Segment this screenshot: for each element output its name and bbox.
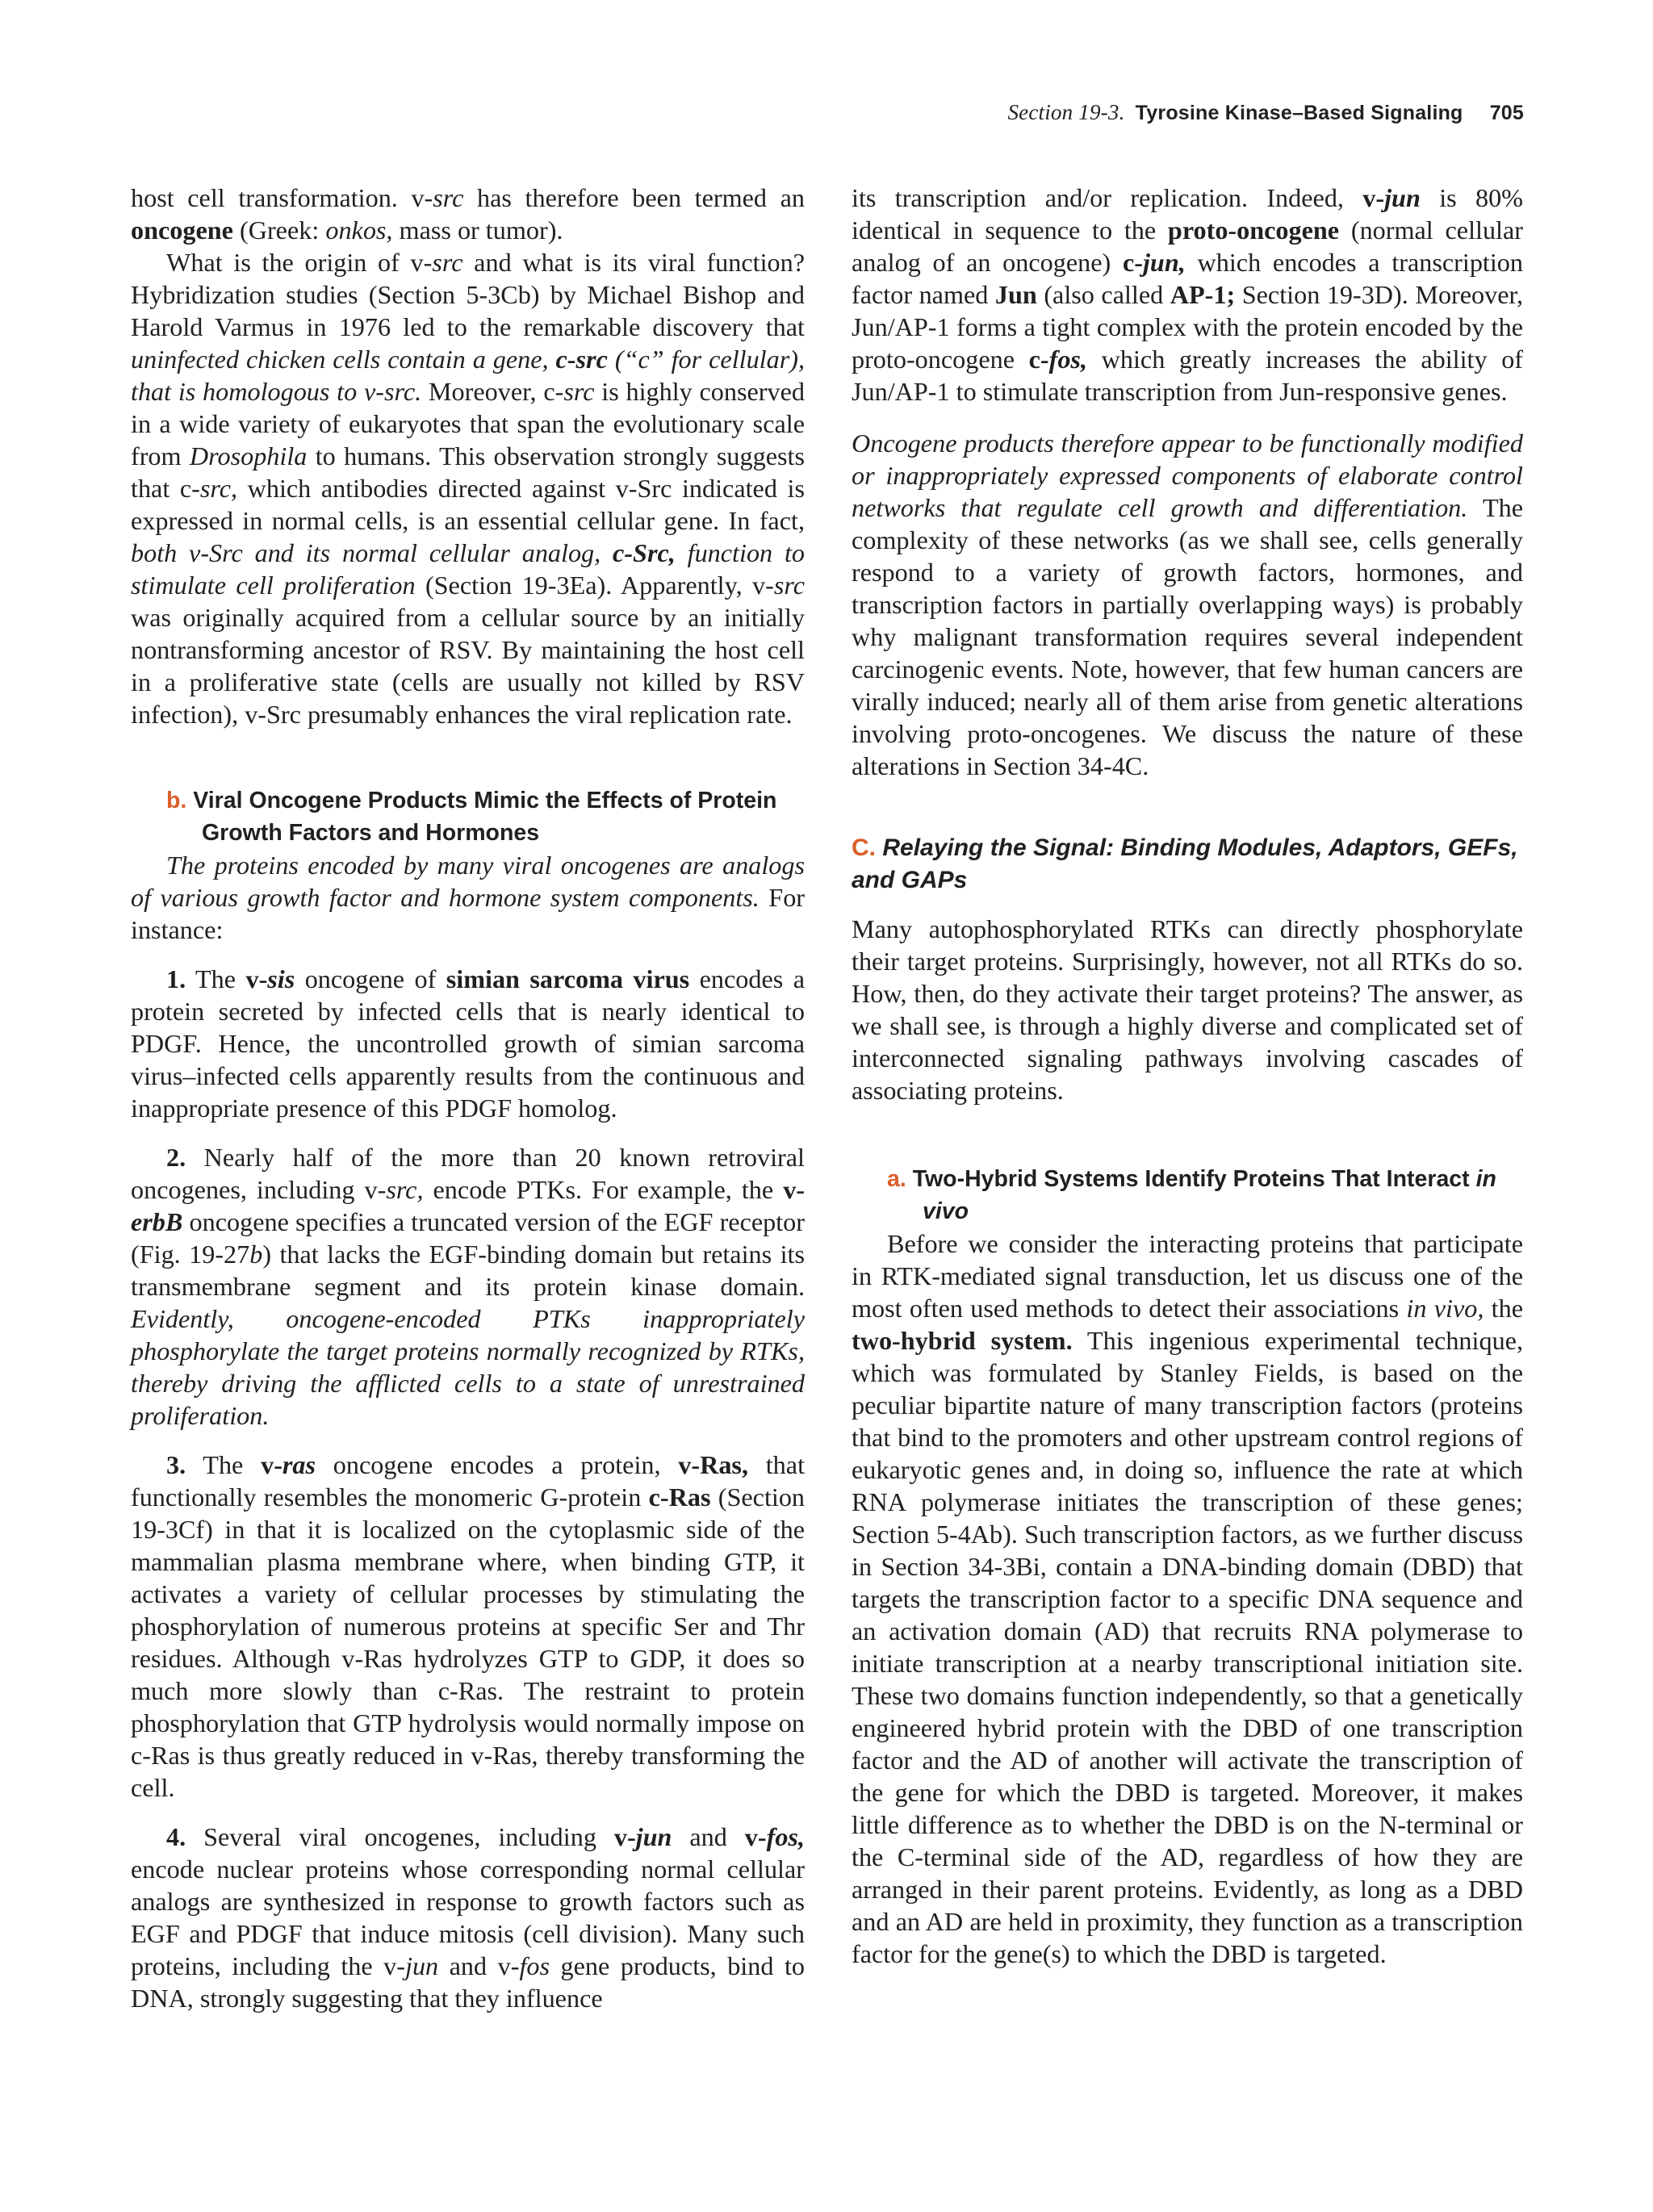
subsection-heading-a: a. Two-Hybrid Systems Identify Proteins That Interact in vivo [887,1166,1496,1224]
paragraph: its transcription and/or replication. Indeed, v-jun is 80% identical in sequence to the proto-oncogene (normal cellular analog of an oncogene) c-jun, which encodes a transcription factor named Jun (also called AP-1; Section 19-3D). Moreover, Jun/AP-1 forms a tight complex with the protein encoded by the proto-oncogene c-fos, which greatly increases the ability of Jun/AP-1 to stimulate transcription from Jun-responsive genes. [852,183,1524,406]
running-head-section: Section 19-3. [1007,100,1125,124]
section-letter: C. [852,834,876,861]
subsection-letter: b. [166,788,187,813]
paragraph: Oncogene products therefore appear to be functionally modified or inappropriately expressed components of elaborate control networks that regulate cell growth and differentiation. The complexity of these networks (as we shall see, cells generally respond to a variety of growth factors, hormones, and transcription factors in partially overlapping ways) is probably why malignant transformation requires several independent carcinogenic events. Note, however, that few human cancers are virally induced; nearly all of them arise from genetic alterations involving proto-oncogenes. We discuss the nature of these alterations in Section 34-4C. [852,429,1523,780]
left-column [131,182,805,2014]
page-number: 705 [1489,102,1524,124]
list-item: 2. Nearly half of the more than 20 known retroviral oncogenes, including v-src, encode PTKs. For example, the v-erbB oncogene specifies a truncated version of the EGF receptor (Fig. 19-27b) that lacks the EGF-binding domain but retains its transmembrane segment and its protein kinase domain. Evidently, oncogene-encoded PTKs inappropriately phosphorylate the target proteins normally recognized by RTKs, thereby driving the afflicted cells to a state of unrestrained proliferation. [131,1143,805,1430]
paragraph: The proteins encoded by many viral oncogenes are analogs of various growth factor and hormone system components. For instance: [131,851,806,944]
subsection-title: Viral Oncogene Products Mimic the Effects of Protein Growth Factors and Hormones [193,788,777,846]
paragraph: What is the origin of v-src and what is its viral function? Hybridization studies (Section 5-3Cb) by Michael Bishop and Harold Varmus in 1976 led to the remarkable discovery that uninfected chicken cells contain a gene, c-src (“c” for cellular), that is homologous to v-src. Moreover, c-src is highly conserved in a wide variety of eukaryotes that span the evolutionary scale from Drosophila to humans. This observation strongly suggests that c-src, which antibodies directed against v-Src indicated is expressed in normal cells, is an essential cellular gene. In fact, both v-Src and its normal cellular analog, c-Src, function to stimulate cell proliferation (Section 19-3Ea). Apparently, v-src was originally acquired from a cellular source by an initially nontransforming ancestor of RSV. By maintaining the host cell in a proliferative state (cells are usually not killed by RSV infection), v-Src presumably enhances the viral replication rate. [131,248,806,729]
list-item: 3. The v-ras oncogene encodes a protein, v-Ras, that functionally resembles the monomeric G-protein c-Ras (Section 19-3Cf) in that it is localized on the cytoplasmic side of the mammalian plasma membrane where, when binding GTP, it activates a variety of cellular processes by stimulating the phosphorylation of numerous proteins at specific Ser and Thr residues. Although v-Ras hydrolyzes GTP to GDP, it does so much more slowly than c-Ras. The restraint to protein phosphorylation that GTP hydrolysis would normally impose on c-Ras is thus greatly reduced in v-Ras, thereby transforming the cell. [131,1450,806,1802]
paragraph: Many autophosphorylated RTKs can directly phosphorylate their target proteins. Surprisingly, however, not all RTKs do so. How, then, do they activate their target proteins? The answer, as we shall see, is through a highly diverse and complicated set of interconnected signaling pathways involving cascades of associating proteins. [852,914,1523,1105]
section-heading-c [852,832,1523,897]
running-head-title: Tyrosine Kinase–Based Signaling [1135,102,1463,124]
list-item: 1. The v-sis oncogene of simian sarcoma virus encodes a protein secreted by infected cells that is nearly identical to PDGF. Hence, the uncontrolled growth of simian sarcoma virus–infected cells apparently results from the continuous and inappropriate presence of this PDGF homolog. [131,964,805,1123]
right-column [852,182,1523,1970]
subsection-heading-b [131,784,805,849]
list-item: 4. Several viral oncogenes, including v-jun and v-fos, encode nuclear proteins whose corresponding normal cellular analogs are synthesized in response to growth factors such as EGF and PDGF that induce mitosis (cell division). Many such proteins, including the v-jun and v-fos gene products, bind to DNA, strongly suggesting that they influence [131,1822,805,2013]
running-head [1007,100,1524,125]
paragraph: Before we consider the interacting proteins that participate in RTK-mediated signal transduction, let us discuss one of the most often used methods to detect their associations in vivo, the two-hybrid system. This ingenious experimental technique, which was formulated by Stanley Fields, is based on the peculiar bipartite nature of many transcription factors (proteins that bind to the promoters and other upstream control regions of eukaryotic genes and, in doing so, influence the rate at which RNA polymerase initiates the transcription of these genes; Section 5-4Ab). Such transcription factors, as we further discuss in Section 34-3Bi, contain a DNA-binding domain (DBD) that targets the transcription factor to a specific DNA sequence and an activation domain (AD) that recruits RNA polymerase to initiate transcription at a nearby transcriptional initiation site. These two domains function independently, so that a genetically engineered hybrid protein with the DBD of one transcription factor and the AD of another will activate the transcription of the gene for which the DBD is targeted. Moreover, it makes little difference as to whether the DBD is on the N-terminal or the C-terminal side of the AD, regardless of how they are arranged in their parent proteins. Evidently, as long as a DBD and an AD are held in proximity, they function as a transcription factor for the gene(s) to which the DBD is targeted. [852,1229,1523,1968]
subsection-title: Two-Hybrid Systems Identify Proteins That Interact [912,1166,1476,1192]
subsection-letter: a. [887,1166,906,1192]
paragraph: host cell transformation. v-src has therefore been termed an oncogene (Greek: onkos, mass or tumor). [131,183,806,245]
section-title: Relaying the Signal: Binding Modules, Adaptors, GEFs, and GAPs [852,834,1518,893]
